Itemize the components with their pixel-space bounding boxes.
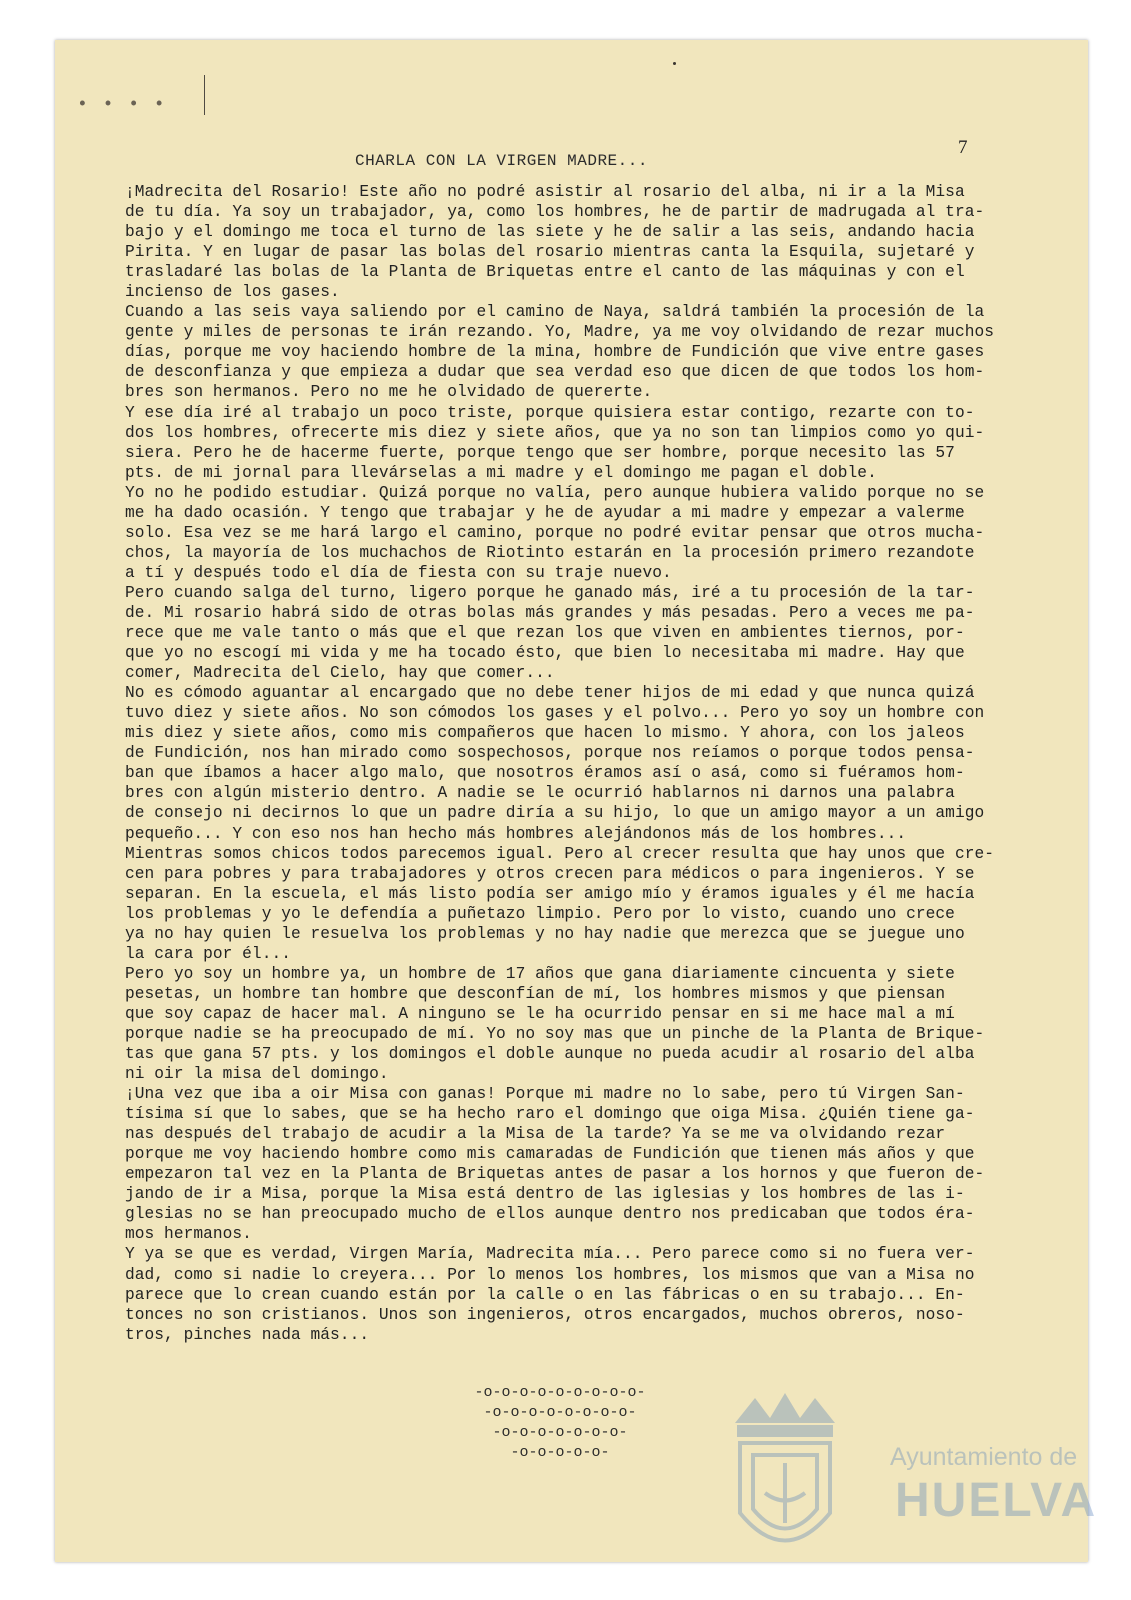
typewritten-page (55, 40, 1098, 1562)
body-line: de Fundición, nos han mirado como sospechosos, porque nos reíamos o porque todos pensa- (125, 744, 975, 763)
body-line: Yo no he podido estudiar. Quizá porque no valía, pero aunque hubiera valido porque no se (125, 483, 985, 502)
body-line: Y ese día iré al trabajo un poco triste, porque quisiera estar contigo, rezarte con to- (125, 403, 975, 422)
separator-line: -o-o-o-o-o-o-o- (492, 1424, 628, 1441)
body-line: solo. Esa vez se me hará largo el camino, porque no podré evitar pensar que otros mucha- (125, 523, 985, 542)
body-line: dos los hombres, ofrecerte mis diez y siete años, que ya no son tan limpios como yo qui- (125, 423, 985, 442)
coat-of-arms-icon (705, 1383, 865, 1573)
body-line: comer, Madrecita del Cielo, hay que comer... (125, 664, 555, 683)
body-line: tros, pinches nada más... (125, 1325, 370, 1344)
body-line: Pirita. Y en lugar de pasar las bolas del rosario mientras canta la Esquila, sujetaré y (125, 243, 975, 262)
body-line: ¡Madrecita del Rosario! Este año no podré asistir al rosario del alba, ni ir a la Misa (125, 183, 965, 201)
body-line: glesias no se han preocupado mucho de ellos aunque dentro nos predicaban que todos éra- (125, 1205, 975, 1224)
body-line: dad, como si nadie lo creyera... Por lo menos los hombres, los mismos que van a Misa no (125, 1265, 975, 1284)
body-line: Mientras somos chicos todos parecemos igual. Pero al crecer resulta que hay unos que cre- (125, 844, 995, 863)
body-line: rece que me vale tanto o más que el que rezan los que viven en ambientes tiernos, por- (125, 624, 965, 643)
body-line: cen para pobres y para trabajadores y otros crecen para médicos o para ingenieros. Y se (125, 864, 975, 883)
body-line: siera. Pero he de hacerme fuerte, porque tengo que ser hombre, porque necesito las 57 (125, 443, 955, 462)
decorative-separator (395, 1383, 725, 1463)
body-line: de tu día. Ya soy un trabajador, ya, como los hombres, he de partir de madrugada al tra- (125, 203, 985, 222)
body-line: bajo y el domingo me toca el turno de las siete y he de salir a las seis, andando hacia (125, 223, 975, 242)
body-line: pequeño... Y con eso nos han hecho más hombres alejándonos más de los hombres... (125, 824, 907, 843)
body-line: tísima sí que lo sabes, que se ha hecho raro el domingo que oiga Misa. ¿Quién tiene ga- (125, 1105, 975, 1124)
letter-body (125, 182, 1065, 1345)
body-line: mos hermanos. (125, 1225, 252, 1244)
body-line: ban que íbamos a hacer algo malo, que nosotros éramos así o asá, como si fuéramos hom- (125, 764, 965, 783)
body-line: pesetas, un hombre tan hombre que desconfían de mí, los hombres mismos y que piensan (125, 984, 946, 1003)
body-line: trasladaré las bolas de la Planta de Briquetas entre el canto de las máquinas y con el (125, 263, 965, 282)
body-line: tonces no son cristianos. Unos son ingenieros, otros encargados, muchos obreros, noso- (125, 1305, 965, 1324)
body-line: empezaron tal vez en la Planta de Briquetas antes de pasar a los hornos y que fueron de- (125, 1165, 985, 1184)
body-line: separan. En la escuela, el más listo podía ser amigo mío y éramos iguales y él me hacía (125, 884, 975, 903)
body-line: ya no hay quien le resuelva los problemas y no hay nadie que merezca que se juegue uno (125, 924, 965, 943)
separator-line: -o-o-o-o-o-o-o-o- (483, 1404, 637, 1421)
body-line: Pero cuando salga del turno, ligero porque he ganado más, iré a tu procesión de la tar- (125, 583, 975, 602)
body-line: de consejo ni decirnos lo que un padre diría a su hijo, lo que un amigo mayor a un amigo (125, 804, 985, 823)
body-line: que soy capaz de hacer mal. A ninguno se le ha ocurrido pensar en si me hace mal a mí (125, 1004, 955, 1023)
body-line: gente y miles de personas te irán rezando. Yo, Madre, ya me voy olvidando de rezar muchos (125, 323, 995, 342)
body-line: de desconfianza y que empieza a dudar que sea verdad eso que dicen de que todos los hom- (125, 363, 985, 382)
body-line: pts. de mi jornal para llevárselas a mi madre y el domingo me pagan el doble. (125, 463, 877, 482)
body-line: bres son hermanos. Pero no me he olvidado de quererte. (125, 383, 653, 402)
body-line: porque me voy haciendo hombre como mis camaradas de Fundición que tienen más años y que (125, 1145, 975, 1164)
body-line: que yo no escogí mi vida y me ha tocado ésto, que bien lo necesitaba mi madre. Hay que (125, 644, 965, 663)
separator-line: -o-o-o-o-o- (510, 1444, 610, 1461)
body-line: me ha dado ocasión. Y tengo que trabajar y he de ayudar a mi madre y empezar a valerme (125, 503, 965, 522)
body-line: de. Mi rosario habrá sido de otras bolas más grandes y más pesadas. Pero a veces me pa- (125, 603, 975, 622)
margin-tick-mark (204, 75, 205, 115)
body-line: días, porque me voy haciendo hombre de la mina, hombre de Fundición que vive entre gases (125, 343, 985, 362)
body-line: ni oir la misa del domingo. (125, 1065, 389, 1084)
body-line: mis diez y siete años, como mis compañeros que hacen lo mismo. Y ahora, con los jaleos (125, 724, 965, 743)
ink-speck (673, 62, 676, 65)
ayuntamiento-huelva-watermark (705, 1383, 1125, 1573)
watermark-line-2: HUELVA (895, 1474, 1098, 1527)
body-line: Y ya se que es verdad, Virgen María, Madrecita mía... Pero parece como si no fuera ver- (125, 1245, 975, 1264)
document-title: CHARLA CON LA VIRGEN MADRE... (355, 152, 648, 170)
body-line: No es cómodo aguantar al encargado que no debe tener hijos de mi edad y que nunca quizá (125, 684, 975, 703)
body-line: chos, la mayoría de los muchachos de Riotinto estarán en la procesión primero rezandote (125, 543, 975, 562)
body-line: bres con algún misterio dentro. A nadie se le ocurrió hablarnos ni darnos una palabra (125, 784, 955, 803)
body-line: la cara por él... (125, 944, 291, 963)
body-line: Pero yo soy un hombre ya, un hombre de 17 años que gana diariamente cincuenta y siete (125, 964, 955, 983)
body-line: a tí y después todo el día de fiesta con su traje nuevo. (125, 563, 672, 582)
body-line: nas después del trabajo de acudir a la Misa de la tarde? Ya se me va olvidando rezar (125, 1125, 946, 1144)
page-number: 7 (958, 137, 968, 158)
watermark-line-1: Ayuntamiento de (890, 1443, 1078, 1471)
body-line: los problemas y yo le defendía a puñetazo limpio. Pero por lo visto, cuando uno crece (125, 904, 955, 923)
body-line: ¡Una vez que iba a oir Misa con ganas! Porque mi madre no lo sabe, pero tú Virgen San- (125, 1085, 965, 1104)
body-line: incienso de los gases. (125, 283, 340, 302)
body-line: porque nadie se ha preocupado de mí. Yo no soy mas que un pinche de la Planta de Brique- (125, 1024, 985, 1043)
separator-line: -o-o-o-o-o-o-o-o-o- (474, 1384, 646, 1401)
body-line: parece que lo crean cuando están por la calle o en las fábricas o en su trabajo... En- (125, 1285, 965, 1304)
margin-marks: • • • • (77, 95, 167, 115)
body-line: jando de ir a Misa, porque la Misa está dentro de las iglesias y los hombres de las i- (125, 1185, 965, 1204)
body-line: tuvo diez y siete años. No son cómodos los gases y el polvo... Pero yo soy un hombre con (125, 704, 985, 723)
body-line: Cuando a las seis vaya saliendo por el camino de Naya, saldrá también la procesión de la (125, 303, 985, 322)
body-line: tas que gana 57 pts. y los domingos el doble aunque no pueda acudir al rosario del alba (125, 1045, 975, 1064)
